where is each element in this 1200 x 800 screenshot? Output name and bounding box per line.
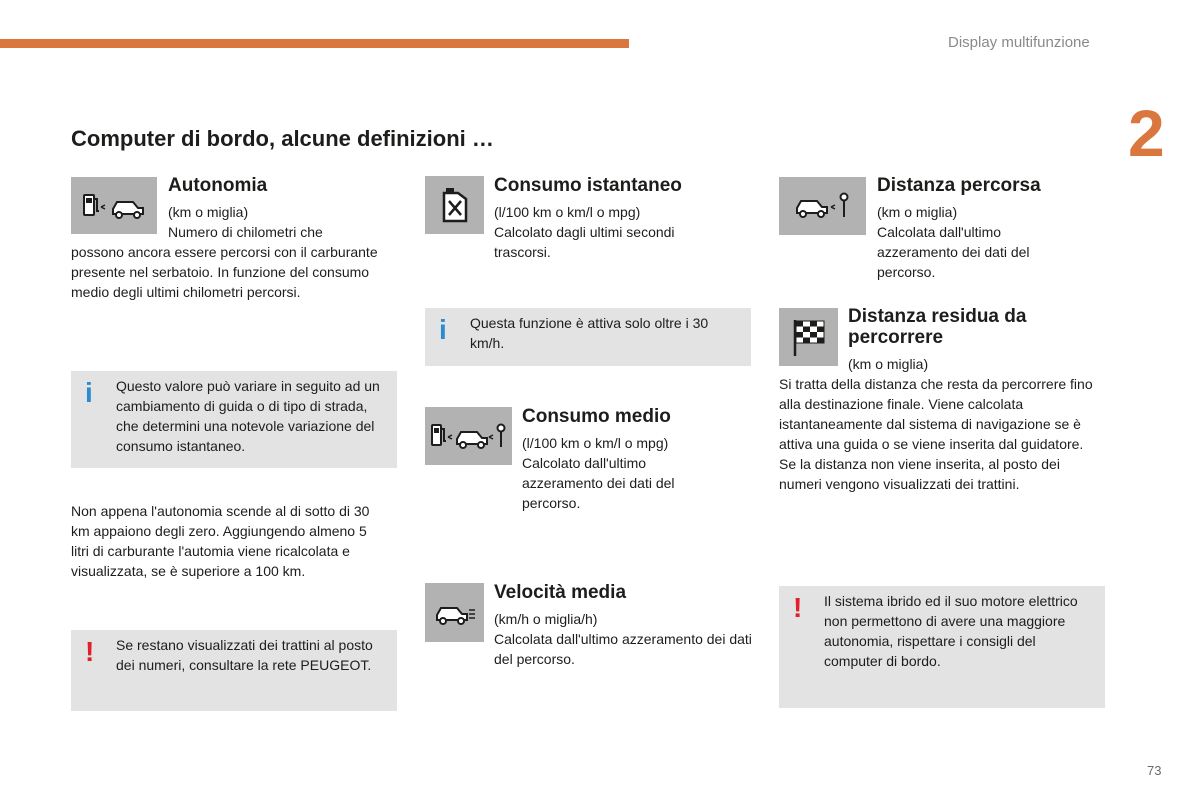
consumo-istantaneo-text bbox=[494, 202, 734, 262]
checkered-flag-icon bbox=[779, 308, 838, 366]
consumo-medio-body: Calcolato dall'ultimo azzeramento dei dati del percorso. bbox=[522, 455, 675, 511]
header-accent-bar bbox=[0, 39, 629, 48]
distanza-residua-unit: (km o miglia) bbox=[848, 356, 929, 372]
velocita-media-unit: (km/h o miglia/h) bbox=[494, 611, 598, 627]
info-icon: i bbox=[439, 314, 447, 345]
consumo-medio-unit: (l/100 km o km/l o mpg) bbox=[522, 435, 669, 451]
distanza-residua-text bbox=[779, 374, 1105, 494]
info-note bbox=[71, 371, 397, 468]
page-heading: Computer di bordo, alcune definizioni … bbox=[71, 126, 494, 151]
section-title: Display multifunzione bbox=[948, 34, 1090, 51]
fuel-pump-car-icon bbox=[71, 177, 157, 234]
chapter-number: 2 bbox=[1128, 96, 1165, 170]
consumo-medio-title: Consumo medio bbox=[522, 406, 671, 427]
info-note-text: Questa funzione è attiva solo oltre i 30 km/h. bbox=[470, 315, 709, 351]
autonomia-unit: (km o miglia) bbox=[168, 204, 249, 220]
fuel-can-icon bbox=[425, 176, 484, 234]
autonomia-body: possono ancora essere percorsi con il carburante presente nel serbatoio. In funzione del consumo medio degli ultimi chilometri percorsi. bbox=[71, 244, 378, 300]
info-icon: i bbox=[85, 377, 93, 408]
autonomia-title: Autonomia bbox=[168, 175, 268, 196]
autonomia-intro bbox=[168, 202, 398, 242]
distanza-percorsa-title: Distanza percorsa bbox=[877, 175, 1041, 196]
distanza-residua-body2: Se la distanza non viene inserita, al posto dei numeri vengono visualizzati dei trattini. bbox=[779, 456, 1060, 492]
speeding-car-icon bbox=[425, 583, 484, 642]
warning-note-text: Se restano visualizzati dei trattini al posto dei numeri, consultare la rete PEUGEOT. bbox=[116, 637, 373, 673]
info-note bbox=[425, 308, 751, 366]
consumo-medio-text bbox=[522, 433, 722, 513]
consumo-istantaneo-title: Consumo istantaneo bbox=[494, 175, 682, 196]
autonomia-extra: Non appena l'autonomia scende al di sotto di 30 km appaiono degli zero. Aggiungendo almeno 5 litri di carburante l'automia viene ricalcolata e visualizzata, se è superiore a 100 km. bbox=[71, 503, 370, 579]
car-to-pin-icon bbox=[779, 177, 866, 235]
page-number: 73 bbox=[1147, 763, 1162, 778]
warning-note-text: Il sistema ibrido ed il suo motore elettrico non permettono di avere una maggiore autonomia, rispettare i consigli del computer di bordo. bbox=[824, 593, 1078, 669]
autonomia-line1: Numero di chilometri che bbox=[168, 224, 323, 240]
fuel-car-distance-icon bbox=[425, 407, 512, 465]
warning-note bbox=[71, 630, 397, 711]
distanza-percorsa-text bbox=[877, 202, 1077, 282]
velocita-media-text bbox=[494, 609, 756, 669]
warning-note bbox=[779, 586, 1105, 708]
info-note-text: Questo valore può variare in seguito ad un cambiamento di guida o di tipo di strada, che determini una notevole variazione del consumo istantaneo. bbox=[116, 378, 380, 454]
warning-icon: ! bbox=[793, 592, 803, 623]
distanza-percorsa-unit: (km o miglia) bbox=[877, 204, 958, 220]
distanza-percorsa-body: Calcolata dall'ultimo azzeramento dei dati del percorso. bbox=[877, 224, 1030, 280]
consumo-istantaneo-body: Calcolato dagli ultimi secondi trascorsi. bbox=[494, 224, 675, 260]
consumo-istantaneo-unit: (l/100 km o km/l o mpg) bbox=[494, 204, 641, 220]
velocita-media-body: Calcolata dall'ultimo azzeramento dei dati del percorso. bbox=[494, 631, 752, 667]
warning-icon: ! bbox=[85, 636, 95, 667]
distanza-residua-body: Si tratta della distanza che resta da percorrere fino alla destinazione finale. Viene calcolata istantaneamente dal sistema di navigazione se è attiva una guida o se viene inserita dal guidatore. bbox=[779, 376, 1093, 452]
velocita-media-title: Velocità media bbox=[494, 582, 627, 603]
distanza-residua-title: Distanza residua da percorrere bbox=[848, 306, 1027, 348]
